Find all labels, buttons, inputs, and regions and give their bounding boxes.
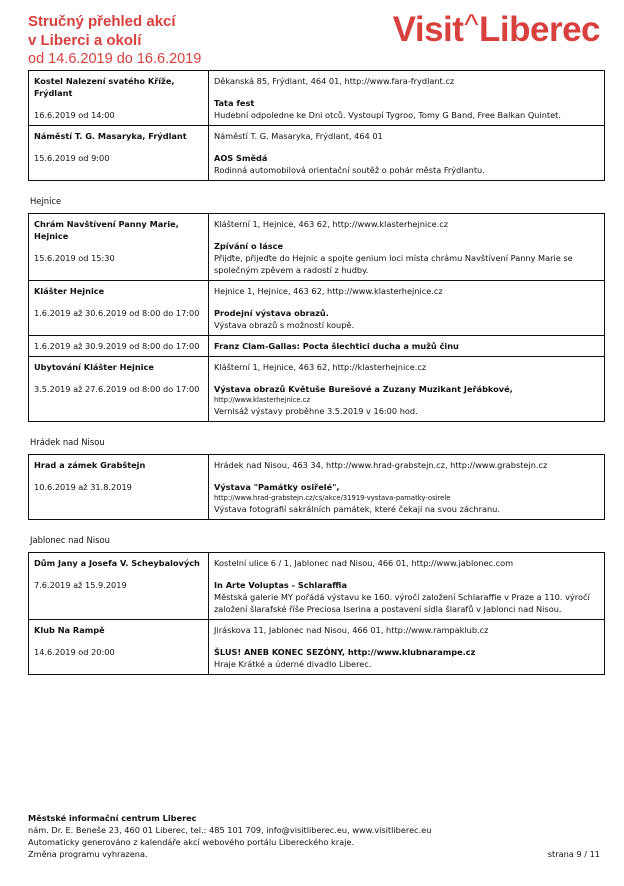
venue-cell <box>29 71 209 126</box>
event-cell <box>209 336 605 357</box>
event-description: Rodinná automobilová orientační soutěž o pohár města Frýdlantu. <box>214 165 485 175</box>
venue-cell <box>29 126 209 181</box>
event-cell <box>209 455 605 520</box>
event-cell <box>209 281 605 336</box>
event-date: 10.6.2019 až 31.8.2019 <box>34 482 132 492</box>
events-table <box>28 552 605 675</box>
title-line-1: Stručný přehled akcí <box>28 13 176 30</box>
venue-cell <box>29 620 209 675</box>
venue-name: Klub Na Rampě <box>34 625 105 635</box>
event-date: 1.6.2019 až 30.6.2019 od 8:00 do 17:00 <box>34 308 200 318</box>
footer-address: nám. Dr. E. Beneše 23, 460 01 Liberec, tel.: 485 101 709, info@visitliberec.eu, www.visitliberec.eu <box>28 825 432 835</box>
event-url[interactable]: http://www.hrad-grabstejn.cz/cs/akce/31919-vystava-pamatky-osirele <box>214 494 451 502</box>
venue-cell <box>29 281 209 336</box>
venue-address: Kostelní ulice 6 / 1, Jablonec nad Nisou, 466 01, http://www.jablonec.com <box>214 558 514 568</box>
event-date: 15.6.2019 od 9:00 <box>34 153 110 163</box>
event-description: Městská galerie MY pořádá výstavu ke 160. výročí založení Schlaraffie v Praze a 110. výročí založení šlarafské říše Preciosa Iserina a postavení sídla šlarafů v Jablonci nad Nisou. <box>214 592 590 614</box>
event-title: Výstava obrazů Květuše Burešové a Zuzany Muzikant Jeřábkové, <box>214 384 513 394</box>
event-date: 1.6.2019 až 30.9.2019 od 8:00 do 17:00 <box>34 341 200 351</box>
event-title: Franz Clam-Gallas: Pocta šlechtici ducha a mužů činu <box>214 341 459 351</box>
venue-row <box>29 214 605 281</box>
venue-row <box>29 553 605 620</box>
event-title: In Arte Voluptas - Schlaraffia <box>214 580 347 590</box>
event-cell <box>209 214 605 281</box>
page-footer <box>28 812 600 860</box>
venue-row <box>29 620 605 675</box>
event-date: 15.6.2019 od 15:30 <box>34 253 115 263</box>
venue-row <box>29 357 605 422</box>
events-table <box>28 70 605 181</box>
venue-address: Hrádek nad Nisou, 463 34, http://www.hrad-grabstejn.cz, http://www.grabstejn.cz <box>214 460 548 470</box>
event-date: 16.6.2019 od 14:00 <box>34 110 115 120</box>
event-date: 7.6.2019 až 15.9.2019 <box>34 580 127 590</box>
venue-name: Náměstí T. G. Masaryka, Frýdlant <box>34 131 187 141</box>
event-title: Výstava "Památky osiřelé", <box>214 482 340 492</box>
event-date: 3.5.2019 až 27.6.2019 od 8:00 do 17:00 <box>34 384 200 394</box>
venue-cell <box>29 553 209 620</box>
event-title: Tata fest <box>214 98 255 108</box>
venue-row <box>29 126 605 181</box>
event-cell <box>209 553 605 620</box>
event-url[interactable]: http://www.klasterhejnice.cz <box>214 396 311 404</box>
venue-name: Ubytování Klášter Hejnice <box>34 362 154 372</box>
venue-cell <box>29 214 209 281</box>
date-range: od 14.6.2019 do 16.6.2019 <box>28 51 202 67</box>
event-cell <box>209 357 605 422</box>
venue-address: Hejnice 1, Hejnice, 463 62, http://www.klasterhejnice.cz <box>214 286 443 296</box>
footer-disclaimer: Změna programu vyhrazena. <box>28 849 148 859</box>
venue-address: Náměstí T. G. Masaryka, Frýdlant, 464 01 <box>214 131 383 141</box>
event-description: Hraje Krátké a úderné divadlo Liberec. <box>214 659 372 669</box>
event-description: Přijďte, přijeďte do Hejnic a spojte genium loci místa chrámu Navštívení Panny Marie se společným zpěvem a radostí z hudby. <box>214 253 573 275</box>
section-heading: Hejnice <box>30 196 62 206</box>
event-title: ŠLUS! ANEB KONEC SEZÓNY, http://www.klubnarampe.cz <box>214 647 476 657</box>
venue-name: Klášter Hejnice <box>34 286 105 296</box>
event-description: Hudební odpoledne ke Dni otců. Vystoupí Tygroo, Tomy G Band, Free Balkan Quintet. <box>214 110 561 120</box>
venue-row <box>29 281 605 336</box>
venue-row <box>29 71 605 126</box>
page-header <box>28 9 600 70</box>
event-cell <box>209 71 605 126</box>
footer-note: Automaticky generováno z kalendáře akcí webového portálu Libereckého kraje. <box>28 837 355 847</box>
event-description: Výstava obrazů s možností koupě. <box>214 320 355 330</box>
event-row <box>29 336 605 357</box>
venue-address: Klášterní 1, Hejnice, 463 62, http://www.klasterhejnice.cz <box>214 219 449 229</box>
event-date: 14.6.2019 od 20:00 <box>34 647 115 657</box>
venue-cell <box>29 455 209 520</box>
events-table <box>28 454 605 520</box>
section-heading: Jablonec nad Nisou <box>30 535 110 545</box>
title-line-2: v Liberci a okolí <box>28 32 142 49</box>
page-number: strana 9 / 11 <box>547 849 600 859</box>
event-cell <box>209 126 605 181</box>
venue-row <box>29 455 605 520</box>
event-listing <box>28 70 600 675</box>
events-table <box>28 213 605 422</box>
venue-cell <box>29 357 209 422</box>
footer-org: Městské informační centrum Liberec <box>28 813 197 823</box>
venue-name: Hrad a zámek Grabštejn <box>34 460 146 470</box>
event-title: Zpívání o lásce <box>214 241 284 251</box>
event-title: Prodejní výstava obrazů. <box>214 308 329 318</box>
venue-name: Chrám Navštívení Panny Marie, Hejnice <box>34 219 179 241</box>
event-cell <box>209 620 605 675</box>
venue-name: Kostel Nalezení svatého Kříže, Frýdlant <box>34 76 175 98</box>
event-description: Vernisáž výstavy proběhne 3.5.2019 v 16:00 hod. <box>214 406 418 416</box>
venue-name: Dům Jany a Josefa V. Scheybalových <box>34 558 200 568</box>
venue-address: Jiráskova 11, Jablonec nad Nisou, 466 01, http://www.rampaklub.cz <box>214 625 489 635</box>
venue-address: Klášterní 1, Hejnice, 463 62, http://klasterhejnice.cz <box>214 362 427 372</box>
event-date-cell <box>29 336 209 357</box>
event-description: Výstava fotografií sakrálních památek, které čekají na svou záchranu. <box>214 504 500 514</box>
event-title: AOS Smědá <box>214 153 268 163</box>
venue-address: Děkanská 85, Frýdlant, 464 01, http://www.fara-frydlant.cz <box>214 76 455 86</box>
visitliberec-logo: Visit^Liberec <box>392 9 600 49</box>
section-heading: Hrádek nad Nisou <box>30 437 105 447</box>
